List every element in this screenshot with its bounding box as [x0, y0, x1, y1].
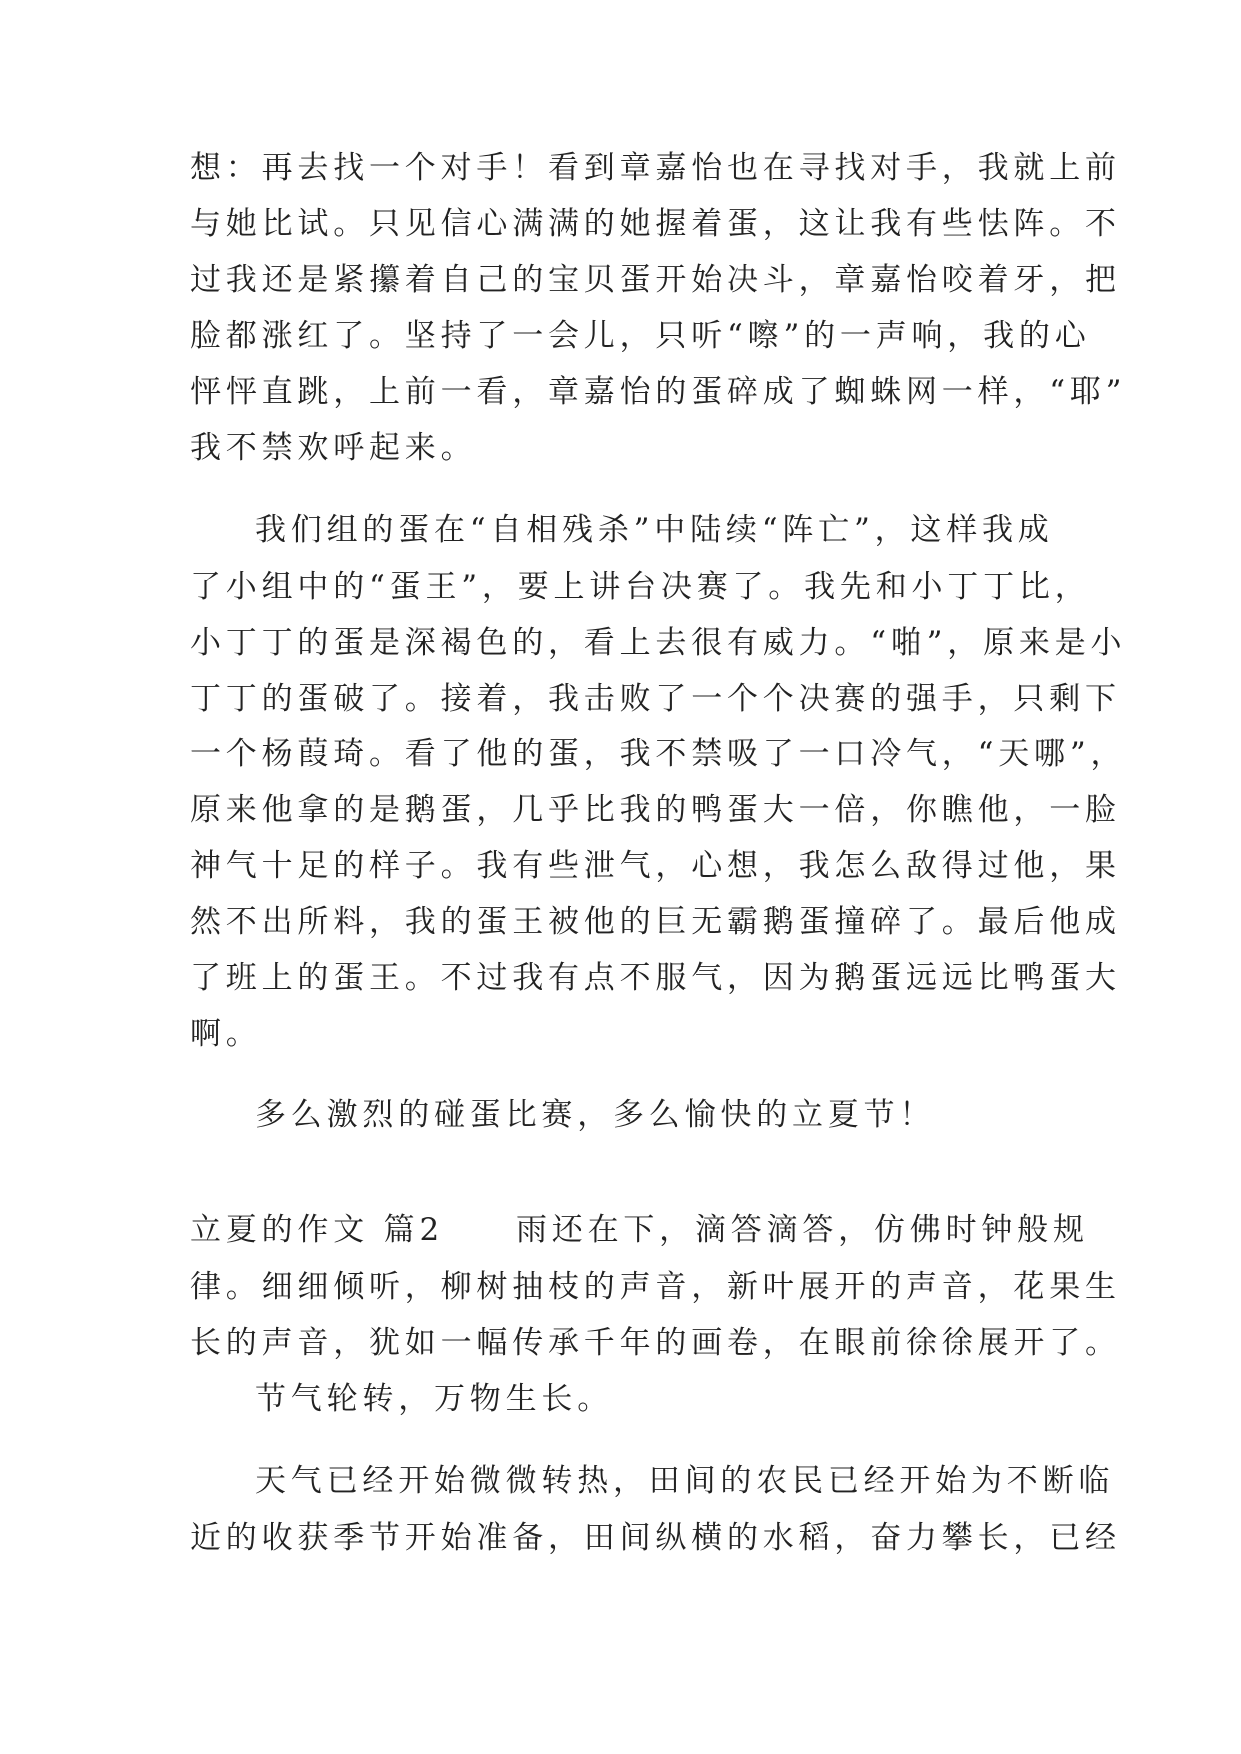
- text-line: 节气轮转，万物生长。: [255, 1381, 613, 1417]
- text-line: 与她比试。只见信心满满的她握着蛋，这让我有些怯阵。不: [190, 206, 1121, 242]
- text-line: 啊。: [190, 1016, 262, 1052]
- text-line: 多么激烈的碰蛋比赛，多么愉快的立夏节！: [255, 1097, 936, 1133]
- text-line: 天气已经开始微微转热，田间的农民已经开始为不断临: [255, 1463, 1115, 1499]
- section-first-line: 雨还在下，滴答滴答，仿佛时钟般规: [515, 1212, 1089, 1248]
- text-line: 我们组的蛋在“自相残杀”中陆续“阵亡”，这样我成: [255, 512, 1054, 548]
- text-line: 想：再去找一个对手！看到章嘉怡也在寻找对手，我就上前: [190, 150, 1121, 186]
- text-line: 脸都涨红了。坚持了一会儿，只听“嚓”的一声响，我的心: [190, 318, 1091, 354]
- text-line: 律。细细倾听，柳树抽枝的声音，新叶展开的声音，花果生: [190, 1269, 1121, 1305]
- section-heading-line: [190, 1200, 1089, 1260]
- text-line: 近的收获季节开始准备，田间纵横的水稻，奋力攀长，已经: [190, 1520, 1121, 1556]
- text-line: 丁丁的蛋破了。接着，我击败了一个个决赛的强手，只剩下: [190, 681, 1121, 717]
- text-line: 怦怦直跳，上前一看，章嘉怡的蛋碎成了蜘蛛网一样，“耶”: [190, 374, 1127, 410]
- text-line: 了班上的蛋王。不过我有点不服气，因为鹅蛋远远比鸭蛋大: [190, 960, 1121, 996]
- text-line: 长的声音，犹如一幅传承千年的画卷，在眼前徐徐展开了。: [190, 1325, 1121, 1361]
- text-line: 了小组中的“蛋王”，要上讲台决赛了。我先和小丁丁比，: [190, 569, 1091, 605]
- text-line: 原来他拿的是鹅蛋，几乎比我的鸭蛋大一倍，你瞧他，一脸: [190, 792, 1121, 828]
- text-line: 小丁丁的蛋是深褐色的，看上去很有威力。“啪”，原来是小: [190, 625, 1127, 661]
- section-title: 立夏的作文 篇2: [190, 1212, 444, 1248]
- text-line: 过我还是紧攥着自己的宝贝蛋开始决斗，章嘉怡咬着牙，把: [190, 262, 1121, 298]
- text-line: 神气十足的样子。我有些泄气，心想，我怎么敌得过他，果: [190, 848, 1121, 884]
- text-line: 我不禁欢呼起来。: [190, 430, 477, 466]
- text-line: 然不出所料，我的蛋王被他的巨无霸鹅蛋撞碎了。最后他成: [190, 904, 1121, 940]
- text-line: 一个杨葭琦。看了他的蛋，我不禁吸了一口冷气，“天哪”，: [190, 736, 1127, 772]
